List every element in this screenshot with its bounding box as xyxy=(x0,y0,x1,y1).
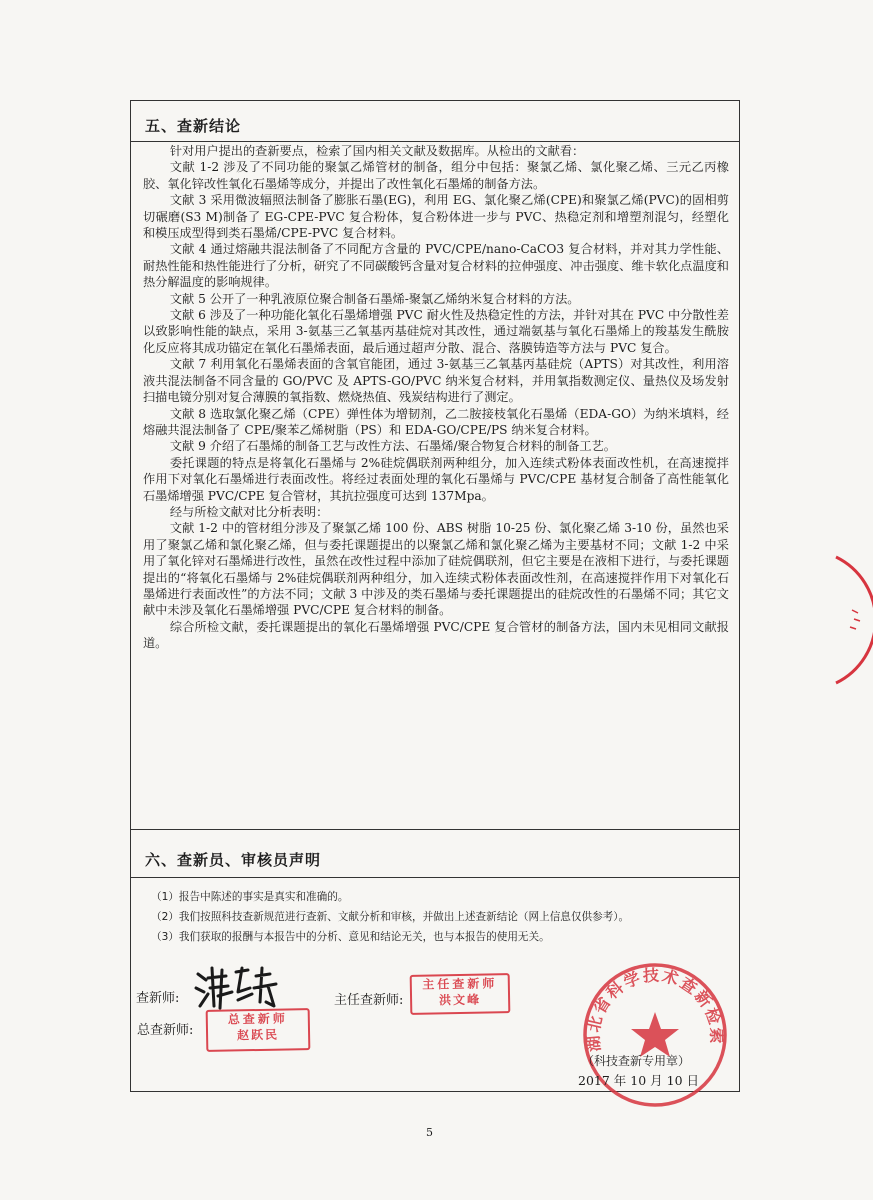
section-6-divider-top xyxy=(131,829,739,830)
conclusion-paragraph: 文献 1-2 中的管材组分涉及了聚氯乙烯 100 份、ABS 树脂 10-25 份、氯化聚乙烯 3-10 份，虽然也采用了聚氯乙烯和氯化聚乙烯，但与委托课题提出的以聚氯乙烯和氯化聚乙烯为主要基材不同；文献 1-2 中采用了氧化锌对石墨烯进行改性，虽然在改性过程中添加了硅烷偶联剂，但它主要是在液相下进行，与委托课题提出的“将氧化石墨烯与 2%硅烷偶联剂两种组分，加入连续式粉体表面改性剂，在高速搅拌作用下对氧化石墨烯进行表面改性”的方法不同；文献 3 中涉及的类石墨烯与委托课题提出的硅烷改性的石墨烯不同；其它文献中未涉及氧化石墨烯增强 PVC/CPE 复合材料的制备。 xyxy=(143,521,729,618)
declaration-item: （2）我们按照科技查新规范进行查新、文献分析和审核，并做出上述查新结论（网上信息仅供参考）。 xyxy=(151,911,630,923)
section-6-divider xyxy=(131,877,739,878)
conclusion-paragraph: 委托课题的特点是将氧化石墨烯与 2%硅烷偶联剂两种组分，加入连续式粉体表面改性机，在高速搅拌作用下对氧化石墨烯进行表面改性。将经过表面处理的氧化石墨烯与 PVC/CPE 基材复合制备了高性能氧化石墨烯增强 PVC/CPE 复合管材，其抗拉强度可达到 137Mpa。 xyxy=(143,455,729,503)
chief-stamp-name: 洪文峰 xyxy=(438,992,482,1008)
conclusion-paragraph: 文献 4 通过熔融共混法制备了不同配方含量的 PVC/CPE/nano-CaCO3 复合材料，并对其力学性能、耐热性能和热性能进行了分析，研究了不同碳酸钙含量对复合材料的拉伸强度、冲击强度、维卡软化点温度和热分解温度的影响规律。 xyxy=(143,242,729,290)
seal-text: 湖北省科学技术查新检索 xyxy=(583,965,727,1053)
general-stamp-title: 总查新师 xyxy=(227,1011,288,1027)
conclusion-paragraph: 针对用户提出的查新要点，检索了国内相关文献及数据库。从检出的文献看： xyxy=(169,144,585,158)
edge-seal-partial xyxy=(832,555,873,685)
conclusion-paragraph: 文献 5 公开了一种乳液原位聚合制备石墨烯-聚氯乙烯纳米复合材料的方法。 xyxy=(169,291,580,306)
conclusion-paragraph: 文献 9 介绍了石墨烯的制备工艺与改性方法、石墨烯/聚合物复合材料的制备工艺。 xyxy=(169,439,616,454)
conclusion-paragraph: 经与所检文献对比分析表明： xyxy=(169,504,329,519)
section-5-title: 五、查新结论 xyxy=(145,117,242,135)
general-searcher-stamp xyxy=(206,1008,311,1052)
section-6-title: 六、查新员、审核员声明 xyxy=(145,851,322,869)
conclusion-paragraph: 文献 1-2 涉及了不同功能的聚氯乙烯管材的制备，组分中包括：聚氯乙烯、氯化聚乙烯、三元乙丙橡胶、氧化锌改性氧化石墨烯等成分，并提出了改性氧化石墨烯的制备方法。 xyxy=(143,160,729,191)
seal-label: （科技查新专用章） xyxy=(582,1054,691,1068)
conclusion-paragraph: 综合所检文献，委托课题提出的氧化石墨烯增强 PVC/CPE 复合管材的制备方法，国内未见相同文献报道。 xyxy=(143,619,729,651)
section-5-divider xyxy=(131,141,739,142)
searcher-label: 查新师: xyxy=(136,991,180,1006)
conclusion-paragraph: 文献 7 利用氧化石墨烯表面的含氧官能团，通过 3-氨基三乙氧基丙基硅烷（APTS）对其改性，利用溶液共混法制备不同含量的 GO/PVC 及 APTS-GO/PVC 纳米复合材料，并用氧指数测定仪、量热仪及场发射扫描电镜分别对复合薄膜的氧指数、燃烧热值、残炭结构进行了测定。 xyxy=(143,357,729,405)
declaration-item: （3）我们获取的报酬与本报告中的分析、意见和结论无关，也与本报告的使用无关。 xyxy=(151,931,550,943)
general-stamp-name: 赵跃民 xyxy=(236,1027,280,1043)
chief-searcher-stamp xyxy=(410,973,511,1015)
chief-searcher-label: 主任查新师: xyxy=(334,993,404,1008)
seal-star-icon xyxy=(631,1012,679,1057)
declaration-item: （1）报告中陈述的事实是真实和准确的。 xyxy=(151,891,349,903)
conclusion-paragraph: 文献 8 选取氯化聚乙烯（CPE）弹性体为增韧剂，乙二胺接枝氧化石墨烯（EDA-GO）为纳米填料，经熔融共混法制备了 CPE/聚苯乙烯树脂（PS）和 EDA-GO/CPE/PS 纳米复合材料。 xyxy=(143,406,729,437)
conclusion-body xyxy=(143,143,729,652)
report-date: 2017 年 10 月 10 日 xyxy=(578,1073,699,1088)
searcher-signature xyxy=(192,962,288,1012)
report-frame xyxy=(130,100,740,1092)
page-number: 5 xyxy=(426,1126,433,1139)
general-searcher-label: 总查新师: xyxy=(137,1023,194,1038)
chief-stamp-title: 主任查新师 xyxy=(422,976,498,992)
declaration-list xyxy=(151,887,731,947)
conclusion-paragraph: 文献 3 采用微波辐照法制备了膨胀石墨(EG)，利用 EG、氯化聚乙烯(CPE)和聚氯乙烯(PVC)的固相剪切碾磨(S3 M)制备了 EG-CPE-PVC 复合粉体，复合粉体进一步与 PVC、热稳定剂和增塑剂混匀，经塑化和模压成型得到类石墨烯/CPE-PVC 复合材料。 xyxy=(143,193,729,241)
conclusion-paragraph: 文献 6 涉及了一种功能化氧化石墨烯增强 PVC 耐火性及热稳定性的方法，并针对其在 PVC 中分散性差以致影响性能的缺点，采用 3-氨基三乙氧基丙基硅烷对其改性，通过端氨基与氧化石墨烯上的羧基发生酰胺化反应将其成功锚定在氧化石墨烯表面，最后通过超声分散、混合、落膜铸造等方法与 PVC 复合。 xyxy=(143,308,729,355)
